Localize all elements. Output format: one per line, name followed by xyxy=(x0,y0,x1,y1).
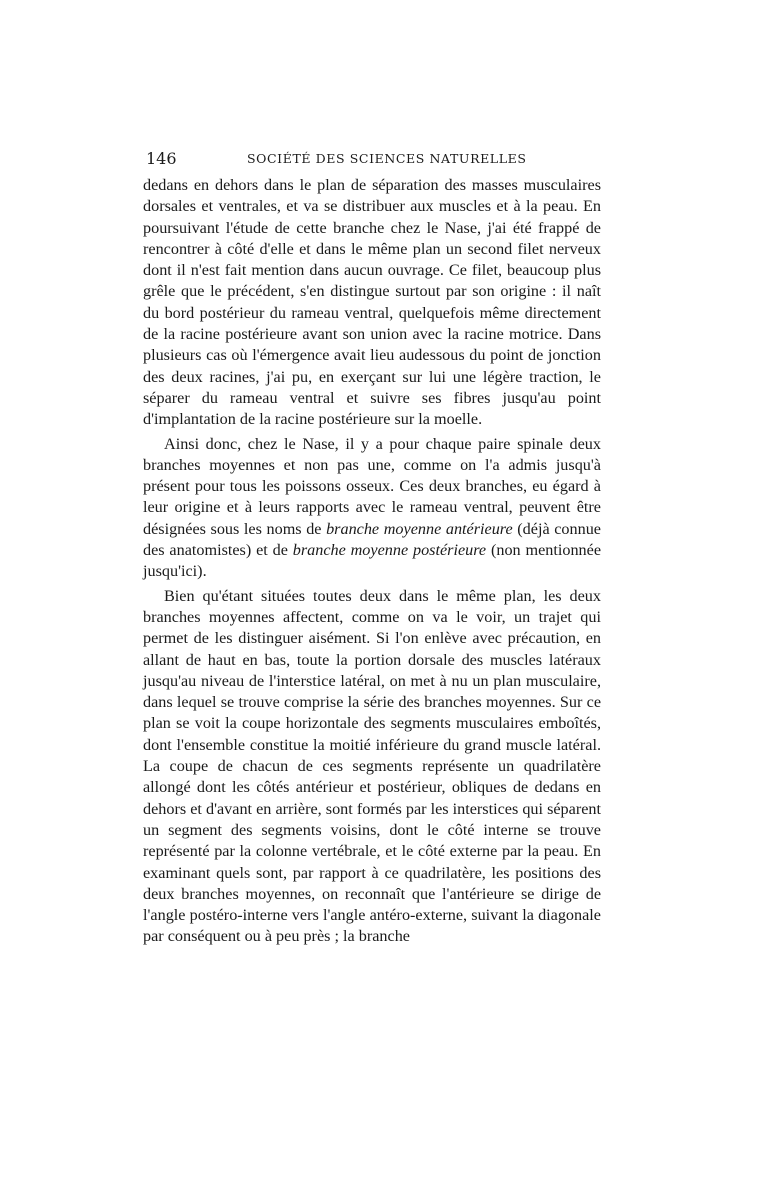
paragraph-2-text-middle: (déjà connue des anatomistes) et de xyxy=(143,519,601,560)
body-text xyxy=(143,175,601,948)
paragraph-1 xyxy=(143,175,601,431)
book-page xyxy=(143,145,601,948)
term-branche-moyenne-anterieure: branche moyenne antérieure xyxy=(326,519,513,538)
running-title: SOCIÉTÉ DES SCIENCES NATURELLES xyxy=(247,151,527,166)
paragraph-3-text: Bien qu'étant situées toutes deux dans le même plan, les deux branches moyennes affectent, comme on va le voir, un trajet qui permet de les distinguer aisément. Si l'on enlève avec précaution, en allant de haut en bas, toute la portion dorsale des muscles latéraux jusqu'au niveau de l'interstice latéral, on met à nu un plan musculaire, dans lequel se trouve comprise la série des branches moyennes. Sur ce plan se voit la coupe horizontale des segments musculaires emboîtés, dont l'ensemble constitue la moitié inférieure du grand muscle latéral. La coupe de chacun de ces segments représente un quadrilatère allongé dont les côtés antérieur et postérieur, obliques de dedans en dehors et d'avant en arrière, sont formés par les interstices qui séparent un segment des segments voisins, dont le côté interne se trouve représenté par la colonne vertébrale, et le côté externe par la peau. En examinant quels sont, par rapport à ce quadrilatère, les positions des deux branches moyennes, on reconnaît que l'antérieure se dirige de l'angle postéro-interne vers l'angle antéro-externe, suivant la diagonale par conséquent ou à peu près ; la branche xyxy=(143,586,601,946)
paragraph-1-text: dedans en dehors dans le plan de séparation des masses musculaires dorsales et ventrales, et va se distribuer aux muscles et à la peau. En poursuivant l'étude de cette branche chez le Nase, j'ai été frappé de rencontrer à côté d'elle et dans le même plan un second filet nerveux dont il n'est fait mention dans aucun ouvrage. Ce filet, beaucoup plus grêle que le précédent, s'en distingue surtout par son origine : il naît du bord postérieur du rameau ventral, quelquefois même directement de la racine postérieure avant son union avec la racine motrice. Dans plusieurs cas où l'émergence avait lieu audessous du point de jonction des deux racines, j'ai pu, en exerçant sur lui une légère traction, le séparer du rameau ventral et suivre ses fibres jusqu'au point d'implantation de la racine postérieure sur la moelle. xyxy=(143,176,601,429)
paragraph-2 xyxy=(143,434,601,583)
running-head xyxy=(143,145,601,175)
paragraph-3 xyxy=(143,586,601,948)
paragraph-2-text-before: Ainsi donc, chez le Nase, il y a pour chaque paire spinale deux branches moyennes et non pas une, comme on l'a admis jusqu'à présent pour tous les poissons osseux. Ces deux branches, eu égard à leur origine et à leurs rapports avec le rameau ventral, peuvent être désignées sous les noms de xyxy=(143,434,601,538)
term-branche-moyenne-posterieure: branche moyenne postérieure xyxy=(292,541,487,560)
page-number: 146 xyxy=(146,149,177,168)
paragraph-2-text-after: (non mentionnée jusqu'ici). xyxy=(143,541,601,581)
